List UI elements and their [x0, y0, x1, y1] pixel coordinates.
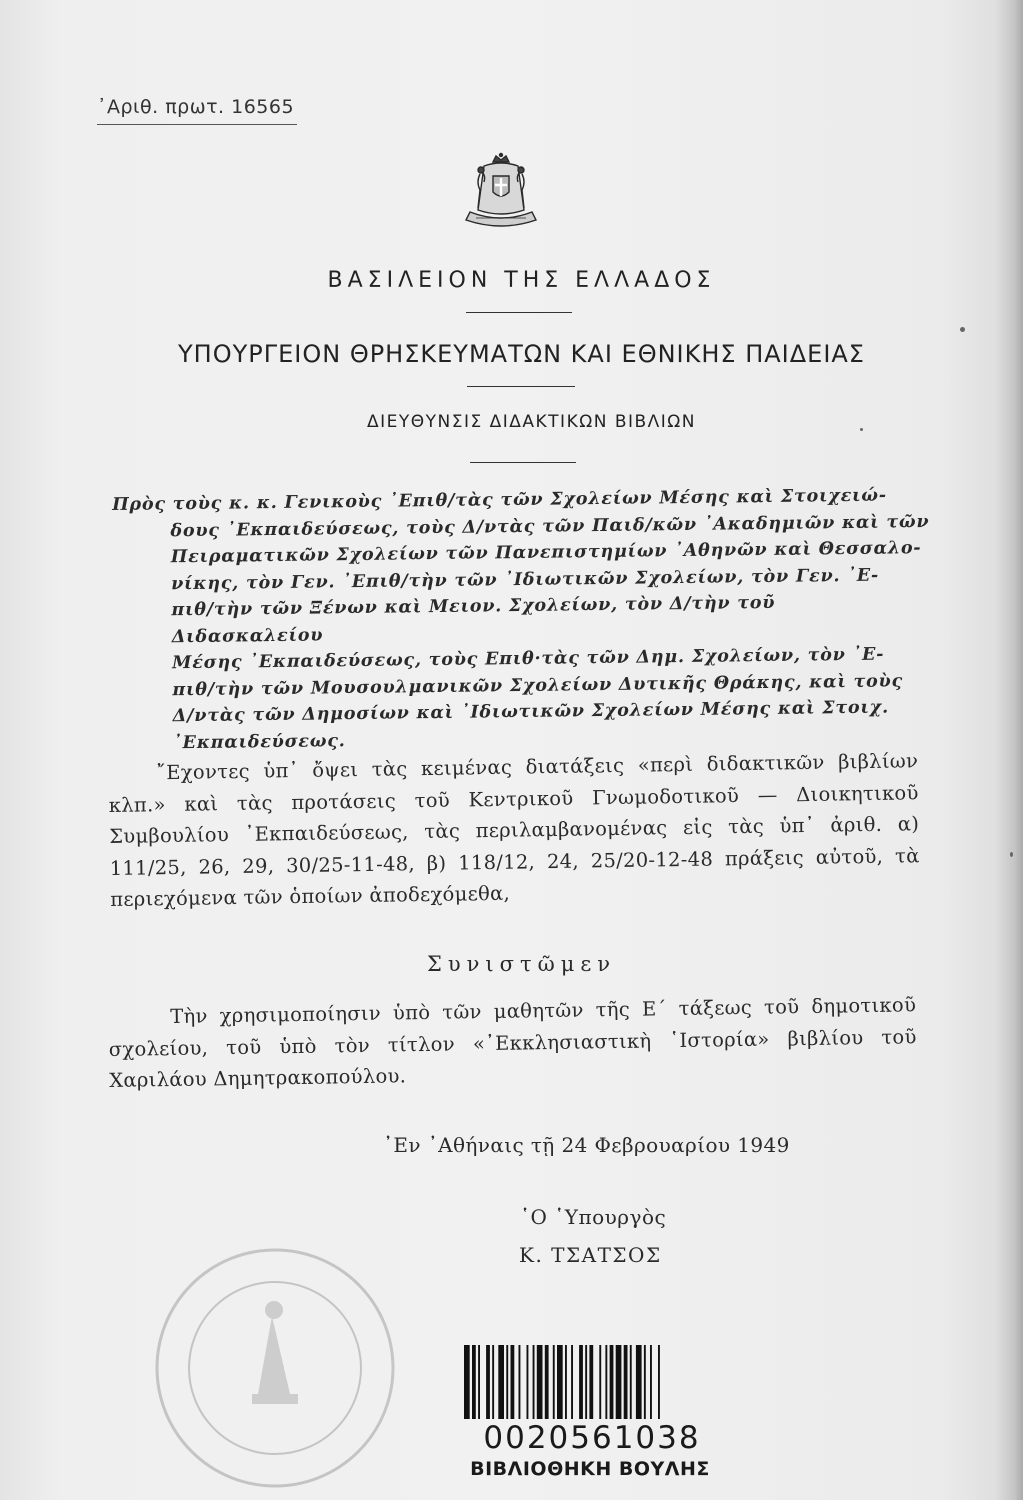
page-edge-shadow [995, 0, 1023, 1500]
body-paragraph-2 [108, 989, 917, 1096]
addressee-line: Μέσης ᾿Εκπαιδεύσεως, τοὺς Επιθ·τὰς τῶν Δημ. Σχολείων, τὸν ᾿Ε- [171, 644, 885, 674]
addressee-line: δους ᾿Εκπαιδεύσεως, τοὺς Δ/ντὰς τῶν Παιδ/κῶν ᾿Ακαδημιῶν καὶ τῶν [170, 511, 930, 541]
barcode-icon [462, 1345, 724, 1419]
place-date: ᾿Εν ᾿Αθήναις τῇ 24 Φεβρουαρίου 1949 [383, 1133, 790, 1157]
scan-speck [960, 327, 965, 332]
signatory-name: Κ. ΤΣΑΤΣΟΣ [519, 1243, 662, 1267]
scan-speck [1010, 852, 1013, 857]
decision-word: Συνιστῶμεν [427, 952, 616, 976]
addressee-line: Δ/ντὰς τῶν Δημοσίων καὶ ᾿Ιδιωτικῶν Σχολείων Μέσης καὶ Στοιχ. [172, 697, 890, 727]
body-paragraph-1 [108, 745, 920, 915]
protocol-number: ᾿Αριθ. πρωτ. 16565 [97, 96, 295, 118]
scan-speck [860, 428, 863, 431]
recommendation-paragraph: Τὴν χρησιμοποίησιν ὑπὸ τῶν μαθητῶν τῆς Ε΄ τάξεως τοῦ δημοτικοῦ σχολείου, τοῦ ὑπὸ τὸν τίτλον «᾿Εκκλησιαστικὴ ῾Ιστορία» βιβλίου τοῦ Χαριλάου Δημητρακοπούλου. [108, 993, 917, 1092]
addressee-line: Πειραματικῶν Σχολείων τῶν Πανεπιστημίων ᾿Αθηνῶν καὶ Θεσσαλο- [170, 538, 922, 568]
kingdom-heading: ΒΑΣΙΛΕΙΟΝ ΤΗΣ ΕΛΛΑΔΟΣ [327, 268, 716, 293]
addressee-line: πιθ/τὴν τῶν Ξένων καὶ Μειον. Σχολείων, τὸν Δ/τὴν τοῦ Διδασκαλείου [171, 592, 776, 647]
library-stamp-icon [140, 1226, 410, 1496]
divider-1 [466, 312, 572, 313]
addressee-line: Πρὸς τοὺς κ. κ. Γενικοὺς ᾿Επιθ/τὰς τῶν Σχολείων Μέσης καὶ Στοιχειώ- [112, 485, 887, 515]
addressee-line: πιθ/τὴν τῶν Μουσουλμανικῶν Σχολείων Δυτικῆς Θράκης, καὶ τοὺς [172, 670, 904, 700]
addressee-line: ᾿Εκπαιδεύσεως. [172, 730, 346, 753]
ministry-heading: ΥΠΟΥΡΓΕΙΟΝ ΘΡΗΣΚΕΥΜΑΤΩΝ ΚΑΙ ΕΘΝΙΚΗΣ ΠΑΙΔΕΙΑΣ [178, 340, 865, 368]
signatory-title: ῾Ο ῾Υπουργὸς [520, 1205, 667, 1229]
barcode-library-label: ΒΙΒΛΙΟΘΗΚΗ ΒΟΥΛΗΣ [470, 1458, 710, 1480]
divider-2 [467, 386, 575, 387]
considering-paragraph: ῎Εχοντες ὑπ᾿ ὄψει τὰς κειμένας διατάξεις «περὶ διδακτικῶν βιβλίων κλπ.» καὶ τὰς προτάσεις τοῦ Κεντρικοῦ Γνωμοδοτικοῦ — Διοικητικοῦ Συμβουλίου ᾿Εκπαιδεύσεως, τὰς περιλαμβανομένας εἰς τὰς ὑπ᾿ ἀριθ. α) 111/25, 26, 29, 30/25-11-48, β) 118/12, 24, 25/20-12-48 πράξεις αὐτοῦ, τὰ περιεχόμενα τῶν ὁποίων ἀποδεχόμεθα, [108, 749, 920, 911]
addressee-block [112, 482, 935, 757]
coat-of-arms-icon [456, 152, 546, 236]
addressee-line: νίκης, τὸν Γεν. ᾿Επιθ/τὴν τῶν ᾿Ιδιωτικῶν Σχολείων, τὸν Γεν. ᾿Ε- [171, 565, 880, 594]
directorate-heading: ΔΙΕΥΘΥΝΣΙΣ ΔΙΔΑΚΤΙΚΩΝ ΒΙΒΛΙΩΝ [366, 412, 697, 432]
barcode-number: 0020561038 [483, 1420, 701, 1456]
protocol-underline [97, 124, 297, 125]
divider-3 [470, 462, 576, 463]
